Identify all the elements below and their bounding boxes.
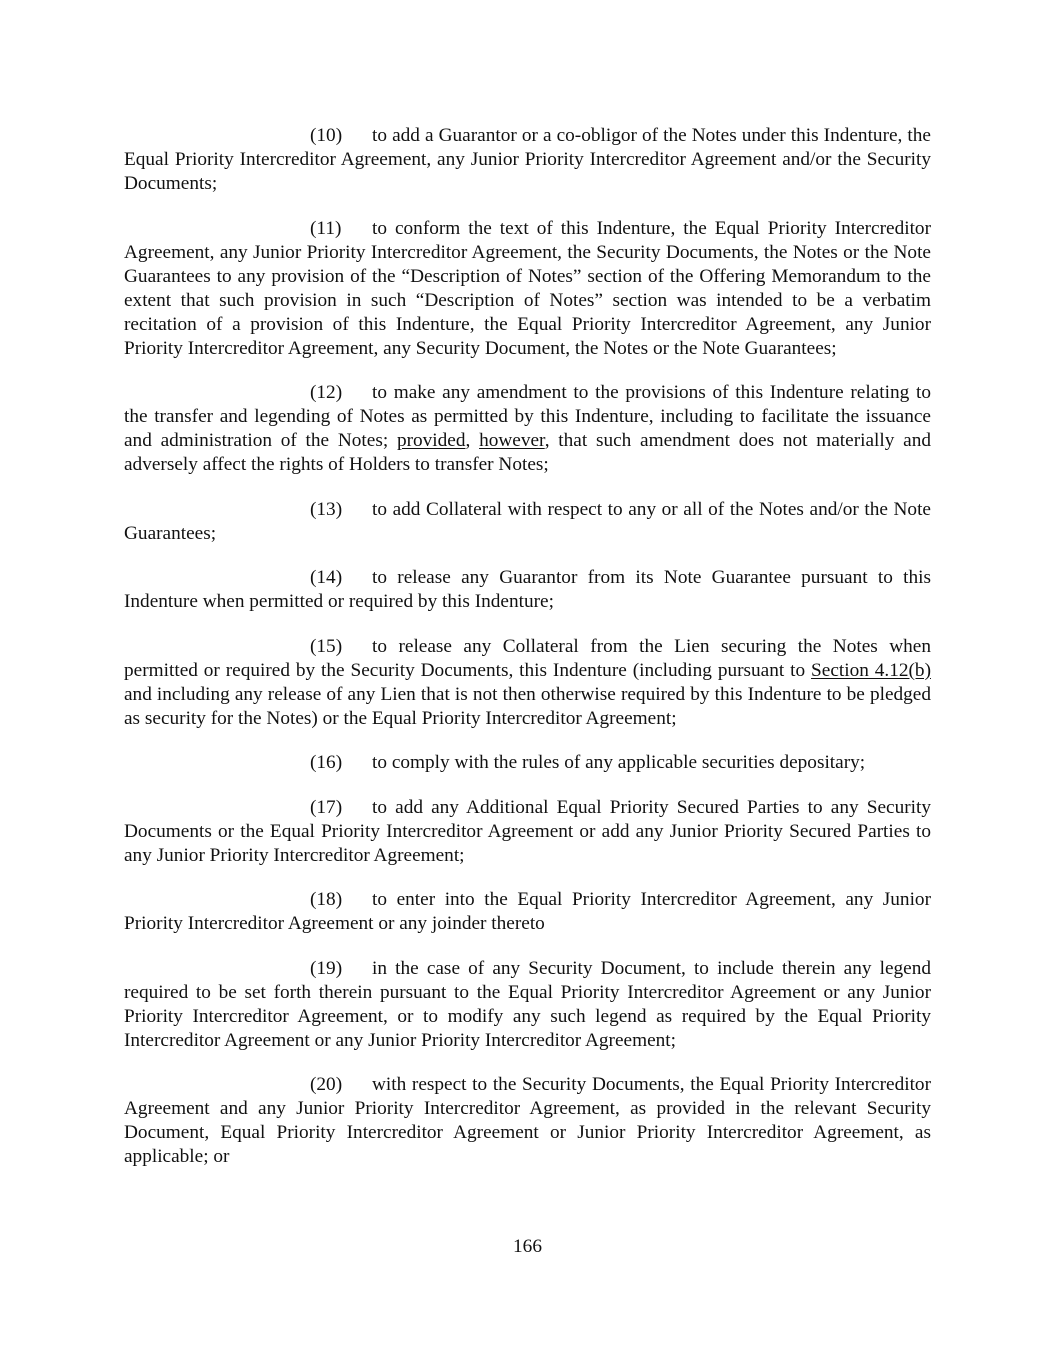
- clause-text: to add any Additional Equal Priority Secured Parties to any Security Documents or the Equal Priority Intercreditor Agreement or add any Junior Priority Secured Parties to any Junior Priority Intercreditor Agreement;: [124, 796, 931, 866]
- document-body: [124, 124, 931, 1190]
- clause-number: (18): [310, 889, 343, 910]
- clause-16: [124, 751, 931, 775]
- clause-12: [124, 381, 931, 477]
- clause-number: (12): [310, 382, 343, 403]
- clause-17: [124, 796, 931, 868]
- clause-18: [124, 888, 931, 936]
- clause-number: (14): [310, 567, 343, 588]
- section-reference: Section 4.12(b): [811, 659, 931, 681]
- clause-10: [124, 124, 931, 196]
- clause-text: ,: [465, 430, 480, 451]
- clause-text: to release any Guarantor from its Note Guarantee pursuant to this Indenture when permitted or required by this Indenture;: [124, 567, 931, 612]
- clause-13: [124, 498, 931, 546]
- clause-number: (10): [310, 125, 343, 146]
- underlined-term-however: however: [479, 430, 545, 451]
- clause-text: in the case of any Security Document, to include therein any legend required to be set forth therein pursuant to the Equal Priority Intercreditor Agreement or any Junior Priority Intercreditor Agreement, or to modify any such legend as required by the Equal Priority Intercreditor Agreement or any Junior Priority Intercreditor Agreement;: [124, 957, 931, 1051]
- clause-number: (13): [310, 498, 343, 520]
- clause-14: [124, 566, 931, 614]
- clause-text: to conform the text of this Indenture, the Equal Priority Intercreditor Agreement, any Junior Priority Intercreditor Agreement, the Security Documents, the Notes or the Note Guarantees to any provision of the “Description of Notes” section of the Offering Memorandum to the extent that such provision in such “Description of Notes” section was intended to be a verbatim recitation of a provision of this Indenture, the Equal Priority Intercreditor Agreement, any Junior Priority Intercreditor Agreement, any Security Document, the Notes or the Note Guarantees;: [124, 217, 931, 359]
- clause-15: [124, 635, 931, 731]
- clause-number: (17): [310, 796, 343, 818]
- clause-text: to add Collateral with respect to any or all of the Notes and/or the Note Guarantees;: [124, 498, 931, 544]
- clause-number: (11): [310, 217, 342, 239]
- clause-text: to comply with the rules of any applicable securities depositary;: [372, 752, 866, 773]
- clause-text: to make any amendment to the provisions of this Indenture relating to the transfer and legending of Notes as permitted by this Indenture, including to facilitate the issuance and administration of the Notes;: [124, 382, 931, 451]
- page-number: 166: [513, 1236, 542, 1257]
- clause-text: to release any Collateral from the Lien securing the Notes when permitted or required by the Security Documents, this Indenture (including pursuant to: [124, 635, 931, 681]
- clause-number: (20): [310, 1074, 343, 1095]
- clause-number: (19): [310, 957, 343, 979]
- clause-text: and including any release of any Lien that is not then otherwise required by this Indenture to be pledged as security for the Notes) or the Equal Priority Intercreditor Agreement;: [124, 683, 931, 729]
- clause-text: to add a Guarantor or a co-obligor of the Notes under this Indenture, the Equal Priority Intercreditor Agreement, any Junior Priority Intercreditor Agreement and/or the Security Documents;: [124, 125, 931, 194]
- clause-text: with respect to the Security Documents, the Equal Priority Intercreditor Agreement and any Junior Priority Intercreditor Agreement, as provided in the relevant Security Document, Equal Priority Intercreditor Agreement or Junior Priority Intercreditor Agreement, as applicable; or: [124, 1074, 931, 1167]
- clause-text: , that such amendment does not materially and adversely affect the rights of Holders to transfer Notes;: [124, 430, 931, 475]
- clause-number: (15): [310, 635, 343, 657]
- clause-text: to enter into the Equal Priority Intercreditor Agreement, any Junior Priority Intercreditor Agreement or any joinder thereto: [124, 889, 931, 934]
- clause-number: (16): [310, 752, 343, 773]
- clause-19: [124, 957, 931, 1053]
- underlined-term-provided: provided: [396, 430, 466, 451]
- clause-11: [124, 217, 931, 361]
- clause-20: [124, 1073, 931, 1169]
